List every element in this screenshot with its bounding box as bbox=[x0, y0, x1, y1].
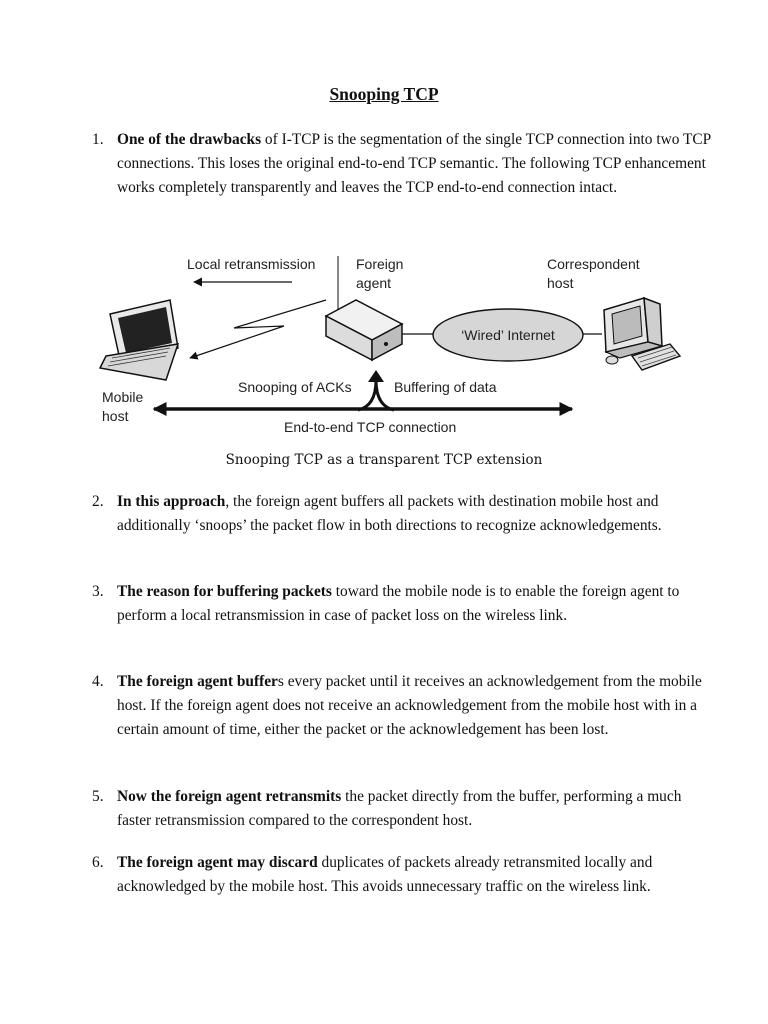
item-bold-lead: One of the drawbacks bbox=[117, 131, 262, 148]
list-item-2 bbox=[92, 490, 712, 538]
foreign-agent-label-1: Foreign bbox=[356, 256, 404, 272]
item-number: 3. bbox=[92, 583, 104, 600]
item-number: 4. bbox=[92, 673, 104, 690]
figure-caption: Snooping TCP as a transparent TCP extension bbox=[225, 452, 543, 468]
item-text bbox=[117, 851, 712, 899]
item-body: s every packet until it receives an acknowledgement from the mobile host. If the foreign agent does not receive an acknowledgement from the mobile host with in a certain amount of time, either the packet or the acknowledgement has been lost. bbox=[117, 673, 702, 739]
foreign-agent-box-icon bbox=[326, 300, 402, 360]
item-body: , the foreign agent buffers all packets with destination mobile host and additionally ‘snoops’ the packet flow in both directions to recognize acknowledgements. bbox=[117, 493, 662, 535]
item-text bbox=[117, 580, 712, 628]
list-item-4 bbox=[92, 670, 712, 743]
item-number: 6. bbox=[92, 854, 104, 871]
up-arrow-head bbox=[368, 370, 384, 382]
list-item-6 bbox=[92, 851, 712, 899]
buffering-of-data-label: Buffering of data bbox=[394, 379, 497, 395]
list-item-1 bbox=[92, 128, 712, 201]
item-body: of I-TCP is the segmentation of the single TCP connection into two TCP connections. This loses the original end-to-end TCP semantic. The following TCP enhancement works completely transparently and leaves the TCP end-to-end connection intact. bbox=[117, 131, 711, 197]
item-bold-lead: The reason for buffering packets bbox=[117, 583, 332, 600]
list-item-3 bbox=[92, 580, 712, 628]
end-to-end-label: End-to-end TCP connection bbox=[284, 419, 457, 435]
laptop-icon bbox=[100, 300, 178, 380]
item-bold-lead: The foreign agent may discard bbox=[117, 854, 318, 871]
item-text bbox=[117, 785, 712, 833]
item-bold-lead: Now the foreign agent retransmits bbox=[117, 788, 342, 805]
page-title: Snooping TCP bbox=[329, 84, 439, 104]
buffer-merge-arrow bbox=[376, 380, 394, 410]
snoop-merge-arrow bbox=[358, 380, 376, 410]
list-item-5 bbox=[92, 785, 712, 833]
item-number: 5. bbox=[92, 788, 104, 805]
item-text bbox=[117, 490, 712, 538]
correspondent-host-label-2: host bbox=[547, 275, 574, 291]
snooping-tcp-diagram bbox=[96, 248, 688, 448]
item-text bbox=[117, 670, 712, 743]
foreign-agent-label-2: agent bbox=[356, 275, 392, 291]
correspondent-host-label-1: Correspondent bbox=[547, 256, 640, 272]
item-number: 1. bbox=[92, 131, 104, 148]
item-body: duplicates of packets already retransmited locally and acknowledged by the mobile host. This avoids unnecessary traffic on the wireless link. bbox=[117, 854, 653, 896]
item-bold-lead: The foreign agent buffer bbox=[117, 673, 278, 690]
item-bold-lead: In this approach bbox=[117, 493, 226, 510]
mobile-host-label-1: Mobile bbox=[102, 389, 144, 405]
item-number: 2. bbox=[92, 493, 104, 510]
wireless-link-zigzag bbox=[190, 300, 326, 358]
mobile-host-label-2: host bbox=[102, 408, 129, 424]
item-body: the packet directly from the buffer, performing a much faster retransmission compared to the correspondent host. bbox=[117, 788, 682, 830]
desktop-computer-icon bbox=[604, 298, 680, 370]
snooping-of-acks-label: Snooping of ACKs bbox=[238, 379, 352, 395]
local-retransmission-label: Local retransmission bbox=[187, 256, 316, 272]
item-body: toward the mobile node is to enable the foreign agent to perform a local retransmission in case of packet loss on the wireless link. bbox=[117, 583, 680, 625]
item-text bbox=[117, 128, 712, 201]
wired-internet-label: ‘Wired’ Internet bbox=[461, 327, 555, 343]
